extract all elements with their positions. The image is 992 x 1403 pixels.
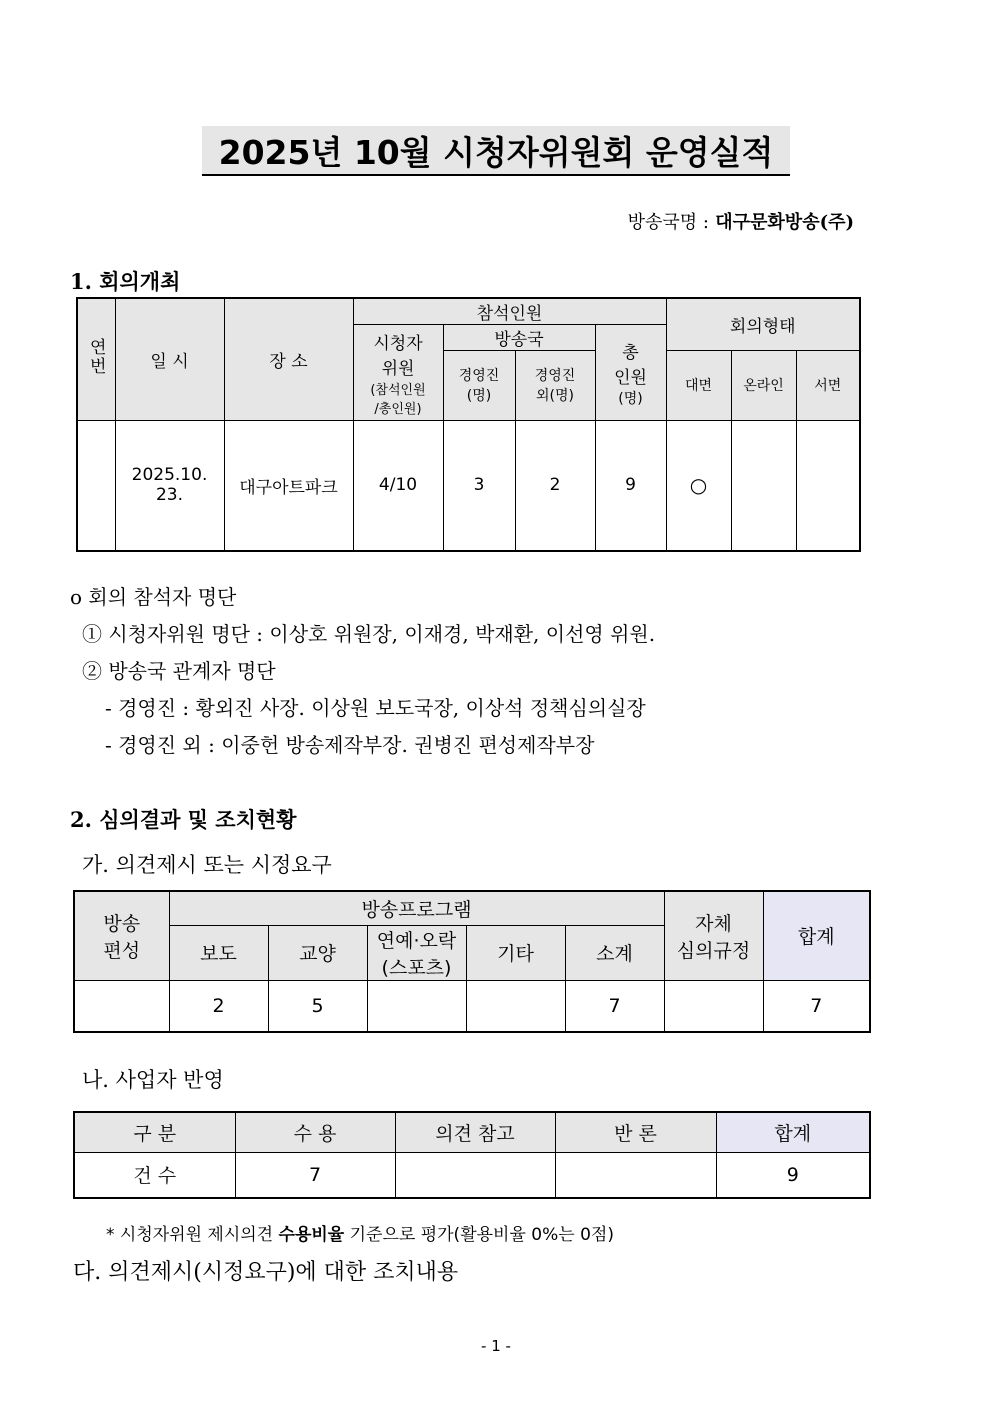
cell-sum: 7: [763, 980, 870, 1032]
header-reference: 의견 참고: [395, 1112, 555, 1152]
header-entertainment: 연예·오락 (스포츠): [367, 925, 466, 980]
header-total-b: 합계: [716, 1112, 870, 1152]
cell-viewer: 4/10: [353, 421, 443, 551]
cell-count-label: 건 수: [74, 1152, 235, 1198]
header-self-review: 자체 심의규정: [664, 891, 763, 980]
header-broadcaster: 방송국: [443, 325, 595, 351]
station-name: [628, 208, 854, 234]
cell-exec: 3: [443, 421, 515, 551]
cell-reference: [395, 1152, 555, 1198]
non-executive-list: - 경영진 외 : 이중헌 방송제작부장. 권병진 편성제작부장: [105, 733, 595, 757]
cell-nonexec: 2: [515, 421, 595, 551]
subsection-b: 나. 사업자 반영: [82, 1068, 224, 1092]
header-format: 회의형태: [666, 298, 860, 351]
cell-accept: 7: [235, 1152, 395, 1198]
reflection-table: [73, 1111, 871, 1199]
station-label: 방송국명 :: [627, 212, 709, 233]
cell-no: [77, 421, 115, 551]
header-rebuttal: 반 론: [555, 1112, 716, 1152]
header-no: 연번: [77, 298, 115, 421]
header-written: 서면: [796, 351, 860, 421]
cell-organization: [74, 980, 169, 1032]
cell-other: [466, 980, 565, 1032]
header-exec: 경영진 (명): [443, 351, 515, 421]
document-title: 2025년 10월 시청자위원회 운영실적: [202, 126, 790, 176]
executive-list: - 경영진 : 황외진 사장. 이상원 보도국장, 이상석 정책심의실장: [105, 696, 646, 720]
cell-online: [731, 421, 796, 551]
header-category: 구 분: [74, 1112, 235, 1152]
header-face: 대면: [666, 351, 731, 421]
cell-total-b: 9: [716, 1152, 870, 1198]
header-sum: 합계: [763, 891, 870, 980]
header-education: 교양: [268, 925, 367, 980]
broadcaster-list-title: ② 방송국 관계자 명단: [82, 659, 276, 683]
cell-entertainment: [367, 980, 466, 1032]
cell-face: ○: [666, 421, 731, 551]
header-date: 일 시: [115, 298, 224, 421]
footnote: * 시청자위원 제시의견 수용비율 기준으로 평가(활용비율 0%는 0점): [106, 1225, 614, 1245]
header-place: 장 소: [224, 298, 353, 421]
header-online: 온라인: [731, 351, 796, 421]
attendees-title: o 회의 참석자 명단: [70, 585, 237, 609]
header-subtotal: 소계: [565, 925, 664, 980]
cell-news: 2: [169, 980, 268, 1032]
opinion-table: [73, 890, 871, 1033]
cell-self-review: [664, 980, 763, 1032]
section1-heading: 1. 회의개최: [70, 269, 181, 294]
header-accept: 수 용: [235, 1112, 395, 1152]
viewer-committee-list: ① 시청자위원 명단 : 이상호 위원장, 이재경, 박재환, 이선영 위원.: [82, 622, 656, 646]
station-value: 대구문화방송(주): [715, 212, 854, 233]
section2-heading: 2. 심의결과 및 조치현황: [70, 807, 297, 832]
header-viewer: 시청자 위원 (참석인원 /총인원): [353, 325, 443, 421]
header-nonexec: 경영진 외(명): [515, 351, 595, 421]
cell-date: 2025.10. 23.: [115, 421, 224, 551]
subsection-a: 가. 의견제시 또는 시정요구: [82, 853, 332, 877]
page-number: - 1 -: [481, 1337, 511, 1355]
header-news: 보도: [169, 925, 268, 980]
cell-subtotal: 7: [565, 980, 664, 1032]
subsection-c: 다. 의견제시(시정요구)에 대한 조치내용: [73, 1260, 459, 1285]
cell-total: 9: [595, 421, 666, 551]
cell-education: 5: [268, 980, 367, 1032]
cell-place: 대구아트파크: [224, 421, 353, 551]
header-other: 기타: [466, 925, 565, 980]
header-program: 방송프로그램: [169, 891, 664, 925]
header-total: 총 인원 (명): [595, 325, 666, 421]
header-attendance: 참석인원: [353, 298, 666, 325]
header-organization: 방송 편성: [74, 891, 169, 980]
cell-rebuttal: [555, 1152, 716, 1198]
cell-written: [796, 421, 860, 551]
meeting-table: [76, 297, 861, 552]
